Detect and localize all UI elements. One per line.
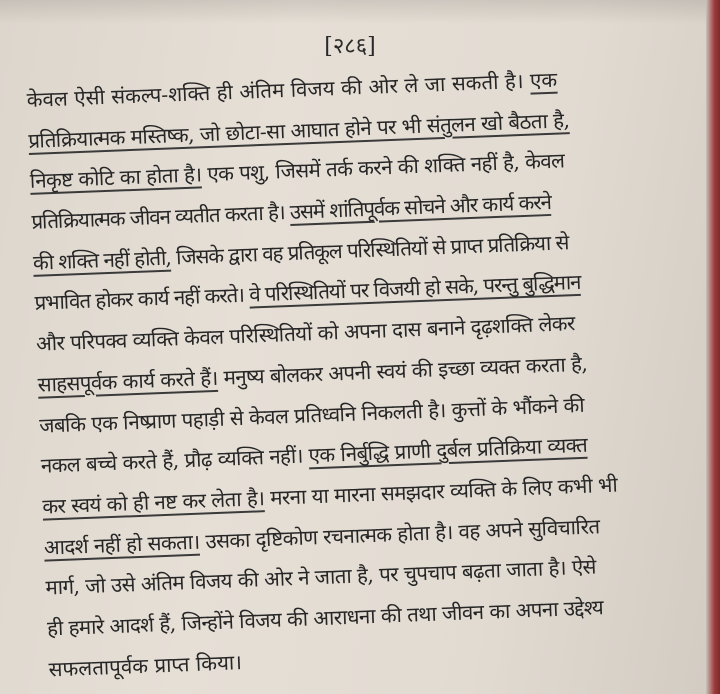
line-text: एक पशु, जिसमें तर्क करने की शक्ति नहीं है, केवल [200,148,565,187]
page-shadow [0,0,720,24]
line-text: उसका दृष्टिकोण रचनात्मक होता है। वह अपने सुविचारित [199,513,600,554]
underlined-text: कर स्वयं को ही नष्ट कर लेता है। [41,486,265,519]
underlined-text: आदर्श नहीं हो सकता। [43,529,200,560]
line-text: मार्ग, जो उसे अंतिम विजय की ओर ने जाता है, पर चुपचाप बढ़ता जाता है। ऐसे [45,554,597,600]
line-text: प्रतिक्रियात्मक जीवन व्यतीत करता है। [30,200,291,234]
underlined-text: प्रतिक्रियात्मक मस्तिष्क, जो छोटा-सा आघात होने पर भी संतुलन खो बैठता है, [27,107,570,153]
page-number: [२८६] [324,34,376,59]
underlined-text: उसमें शांतिपूर्वक सोचने और कार्य करने [289,190,552,225]
line-text: मनुष्य बोलकर अपनी स्वयं की इच्छा व्यक्त करता है, [217,351,588,390]
line-text: सफलतापूर्वक प्राप्त किया। [48,649,243,682]
line-text: प्रभावित होकर कार्य नहीं करते। [34,283,250,316]
line-text: ही हमारे आदर्श हैं, जिन्होंने विजय की आराधना की तथा जीवन का अपना उद्देश्य [46,595,604,641]
line-text: मरना या मारना समझदार व्यक्ति के लिए कभी भी [263,472,618,511]
underlined-text: निकृष्ट कोटि का होता है। [29,162,202,194]
underlined-text: एक [529,67,558,93]
underlined-text: की शक्ति नहीं होती, [32,245,172,275]
line-text: नकल बच्चे करते हैं, प्रौढ़ व्यक्ति नहीं। [40,443,310,478]
underlined-text: साहसपूर्वक कार्य करते हैं। [37,365,219,397]
line-text: और परिपक्व व्यक्ति केवल परिस्थितियों को अपना दास बनाने दृढ़शक्ति लेकर [35,311,576,356]
line-text: जिसके द्वारा वह प्रतिकूल परिस्थितियों से प्राप्त प्रतिक्रिया से [170,230,569,270]
body-text [26,54,720,690]
line-text: केवल ऐसी संकल्प-शक्ति ही अंतिम विजय की ओर ले जा सकती है। [26,68,531,112]
line-text: जबकि एक निष्प्राण पहाड़ी से केवल प्रतिध्वनि निकलती है। कुत्तों के भौंकने की [38,392,585,438]
underlined-text: वे परिस्थितियों पर विजयी हो सके, परन्तु बुद्धिमान [248,270,581,308]
underlined-text: एक निर्बुद्धि प्राणी दुर्बल प्रतिक्रिया व्यक्त [308,432,588,468]
